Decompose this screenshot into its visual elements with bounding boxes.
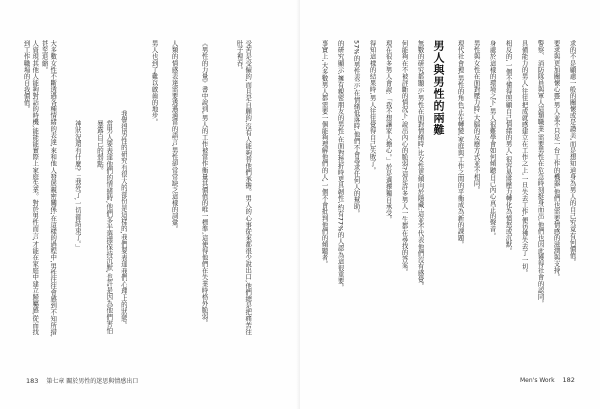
text-column: 男性與女性在面對壓力時,大腦的反應方式並不相同。 <box>472 40 481 193</box>
page-number: 183 <box>26 377 39 385</box>
text-column: 得知這樣的結果時,男人往往覺得自己失敗了。 <box>368 40 377 174</box>
text-column: 無數的研究都顯示,男性在面對情緒時,比女性更傾向於隱藏;這並不代表他們沒有感覺。 <box>416 40 425 290</box>
right-page <box>300 0 600 409</box>
right-footer <box>520 376 575 384</box>
text-column: 《男性的力量》書中說到,男人的工作被當作衡量其價值的唯一標準,這使得他們在失業時格外脆弱。 <box>200 40 209 327</box>
chapter-label: 第七章 <box>46 378 65 385</box>
book-title: Men's Work <box>520 377 555 384</box>
text-column: 警察、消防隊員與軍人這類職業,需要男性在危急時刻挺身而出,他們也因此獲得社會的認同。 <box>536 40 545 307</box>
text-column: 求的不是顧慮一般的關懷或是讚美,而是想知道身為男人的自己究竟有何價值。 <box>568 40 577 265</box>
text-column: 的研究顯示,擁有親密朋友的男性,在面對挫折時更具韌性,約有77%的人認為這很重要。 <box>336 40 345 291</box>
text-column: 人類的情感表達需要透過適當的語言,男性卻常常缺乏這樣的詞彙。 <box>170 40 179 233</box>
text-column: 現代社會裡,男性的角色正在轉變,家庭與工作之間的平衡成為新的課題。 <box>456 40 465 248</box>
text-column: 事實上,大多數男人都需要一個能夠理解他們的人,一個不會批判他們的傾聽者。 <box>320 40 329 268</box>
text-column: 男人也到了難以啟齒的地步。 <box>150 40 159 126</box>
left-footer <box>26 376 138 385</box>
text-column: 身處於這樣的環境之下,男人很難學會如何傾聽自己內心真正的聲音。 <box>488 40 497 239</box>
section-heading: 男人與男性的兩難 <box>432 40 445 136</box>
text-column: 現在很多男人會說:「我不想讓家人擔心。」於是選擇獨自承受。 <box>384 40 393 223</box>
quote-column: 我覺得男性的研究有很大的部份是這樣的,我們要表達我們心理上的狀態。 <box>119 110 128 329</box>
quote-column: 神狀況還有什麼?「我死了,一切都結束了。」 <box>73 120 82 251</box>
text-column: 受苦是受僱的,而且是自願的,沒有人能夠替他們承擔。男人的心事從來都很少說出口,他們總是把痛苦往肚子裡吞。 <box>235 40 253 335</box>
chapter-title: 關於男性的迷思與情感出口 <box>66 378 139 385</box>
text-column: 大多數女性不斷透過各種情緒的表達,來和他人發展親密關係;在這樣的過程中,男性往往會感到不知所措,甚至退縮。 <box>40 40 58 338</box>
text-column: 具備能力的男人,往往把成就感建立在工作之上,一旦失去工作,便彷彿失去了一切。 <box>520 40 529 276</box>
quote-column: 當男人要表達他們的情緒時,他們多半選擇保持沉默,也許是因為他們害怕暴露自己的弱點。 <box>95 120 113 334</box>
text-column: 57%的男性表示,在情緒低落時,他們不會尋求任何人的幫助。 <box>352 40 361 217</box>
text-column: 相反的,一個不懂得照顧自己情緒的男人,很容易將壓力轉化為憤怒或沉默。 <box>504 40 513 254</box>
text-column: 要求與更加關懷心靈,男人並不只是一台工作的機器,他們也需要情感的滋潤與支持。 <box>552 40 561 281</box>
text-column: 人資現其他人能夠對話的時機,能能能實際上家庭失業。對於男性而言,才能在家庭中建立歸屬感,從而找到工作職場的自我價值。 <box>22 40 40 335</box>
text-column: 何能夠在不被評斷的情況下,說出內心的脆弱?這是許多男人一生都在尋找的答案。 <box>400 40 409 275</box>
page-number: 182 <box>562 376 575 384</box>
